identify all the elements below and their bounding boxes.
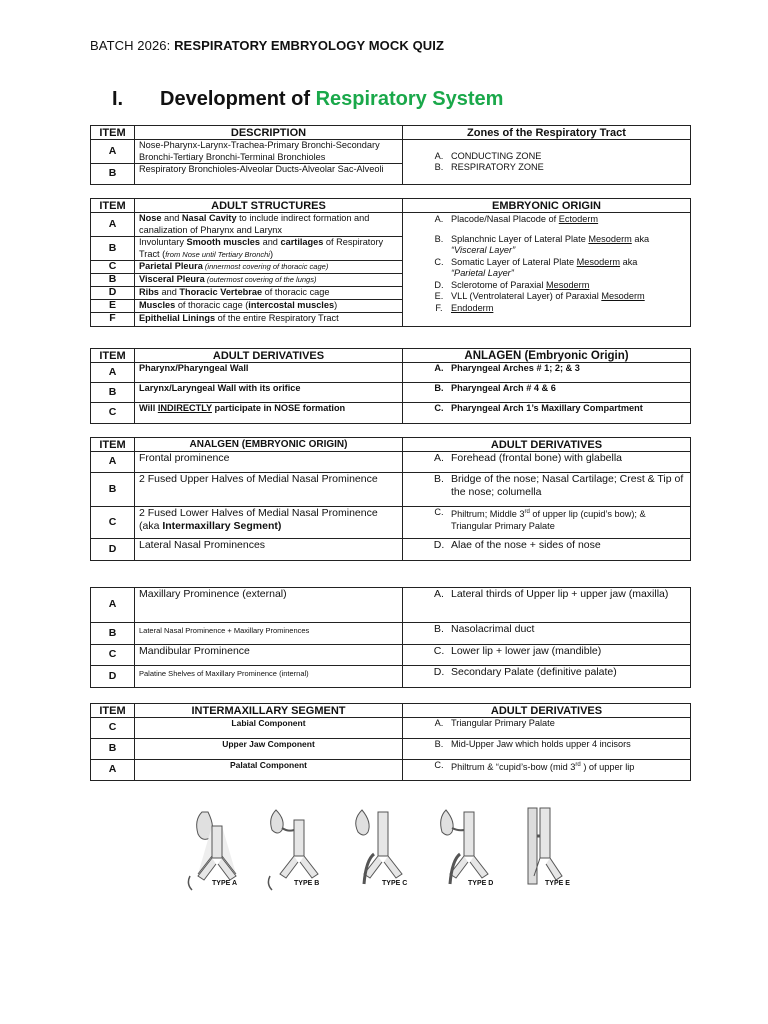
derivative-cell: Pharynx/Pharyngeal Wall [135, 363, 403, 383]
quiz-title: RESPIRATORY EMBRYOLOGY MOCK QUIZ [174, 38, 445, 53]
component-cell: Palatal Component [135, 760, 403, 781]
type-d-label: TYPE D [468, 880, 494, 887]
col-header: INTERMAXILLARY SEGMENT [135, 704, 403, 718]
col-header: ITEM [91, 199, 135, 213]
section-title-text: Development of [160, 88, 311, 110]
table-row [91, 666, 691, 688]
item-letter: E [91, 299, 135, 312]
col-header: ADULT DERIVATIVES [403, 438, 691, 452]
table-row [91, 507, 691, 539]
table-row [91, 363, 691, 383]
item-letter: C [91, 403, 135, 424]
maxillary-table [90, 587, 691, 688]
derivative-cell: C. Philtrum & “cupid’s-bow (mid 3rd ) of upper lip [403, 760, 691, 781]
option-letter: A. [434, 150, 444, 161]
option-text: RESPIRATORY ZONE [451, 162, 544, 172]
section-title [112, 88, 503, 111]
structure-cell: Epithelial Linings of the entire Respiratory Tract [135, 312, 403, 326]
col-header: ITEM [91, 704, 135, 718]
type-b-label: TYPE B [294, 880, 320, 887]
item-letter: B [91, 164, 135, 185]
col-header: ANALGEN (EMBRYONIC ORIGIN) [135, 438, 403, 452]
section-number: I. [112, 88, 124, 110]
item-letter: D [91, 539, 135, 561]
table-row [91, 718, 691, 739]
derivative-cell: A. Triangular Primary Palate [403, 718, 691, 739]
col-header: ITEM [91, 438, 135, 452]
zones-cell [403, 140, 691, 185]
item-letter: C [91, 261, 135, 274]
option-letter: B. [434, 233, 444, 244]
origin-cell: Maxillary Prominence (external) [135, 588, 403, 623]
item-letter: B [91, 473, 135, 507]
origin-cell: Lateral Nasal Prominence + Maxillary Prominences [135, 623, 403, 645]
description-cell: Respiratory Bronchioles-Alveolar Ducts-Alveolar Sac-Alveoli [135, 164, 403, 185]
table-row [91, 539, 691, 561]
origin-cell: Mandibular Prominence [135, 645, 403, 666]
option-letter: C. [434, 256, 444, 267]
derivatives-table [90, 348, 691, 424]
type-c-illustration [356, 810, 402, 884]
item-letter: C [91, 507, 135, 539]
section-title-highlight: Respiratory System [315, 88, 504, 110]
component-cell: Labial Component [135, 718, 403, 739]
type-c-label: TYPE C [382, 880, 408, 887]
page-header [90, 38, 444, 53]
batch-label: BATCH 2026: [90, 38, 171, 53]
table-row [91, 473, 691, 507]
table-row [91, 760, 691, 781]
description-cell: Nose-Pharynx-Larynx-Trachea-Primary Bronchi-Secondary Bronchi-Tertiary Bronchi-Terminal Bronchioles [135, 140, 403, 164]
item-letter: B [91, 623, 135, 645]
origins-cell: A. Placode/Nasal Placode of Ectoderm B. Splanchnic Layer of Lateral Plate Mesoderm aka “Visceral Layer” C. Somatic Layer of Lateral Plate Mesoderm aka “Parietal Layer” D. Sclerotome of Paraxial Mesoderm E. VLL (Ventrolateral Layer) of Paraxial Mesoderm F. Endoderm [403, 213, 691, 327]
derivative-cell: D. Secondary Palate (definitive palate) [403, 666, 691, 688]
type-b-illustration [268, 810, 318, 890]
item-letter: A [91, 760, 135, 781]
item-letter: A [91, 140, 135, 164]
col-header: EMBRYONIC ORIGIN [403, 199, 691, 213]
item-letter: A [91, 363, 135, 383]
item-letter: B [91, 237, 135, 261]
derivative-cell: D. Alae of the nose + sides of nose [403, 539, 691, 561]
option-letter: D. [434, 279, 444, 290]
item-letter: D [91, 666, 135, 688]
derivative-cell: C. Lower lip + lower jaw (mandible) [403, 645, 691, 666]
type-a-label: TYPE A [212, 880, 238, 887]
col-header: ITEM [91, 349, 135, 363]
derivative-cell: Will INDIRECTLY participate in NOSE formation [135, 403, 403, 424]
origin-cell: Lateral Nasal Prominences [135, 539, 403, 561]
structure-cell: Muscles of thoracic cage (intercostal muscles) [135, 299, 403, 312]
derivative-cell: Larynx/Laryngeal Wall with its orifice [135, 383, 403, 403]
structure-cell: Parietal Pleura (innermost covering of thoracic cage) [135, 261, 403, 274]
type-e-illustration [528, 808, 562, 884]
table-row [91, 213, 691, 237]
type-a-illustration [188, 812, 236, 890]
derivative-cell: B. Nasolacrimal duct [403, 623, 691, 645]
item-letter: D [91, 286, 135, 299]
option-letter: E. [434, 291, 444, 301]
derivative-cell: A. Lateral thirds of Upper lip + upper jaw (maxilla) [403, 588, 691, 623]
derivative-cell: A. Forehead (frontal bone) with glabella [403, 452, 691, 473]
item-letter: C [91, 718, 135, 739]
component-cell: Upper Jaw Component [135, 739, 403, 760]
derivative-cell: C. Philtrum; Middle 3rd of upper lip (cupid’s bow); & Triangular Primary Palate [403, 507, 691, 539]
item-letter: B [91, 273, 135, 286]
table-row [91, 140, 691, 164]
structure-cell: Ribs and Thoracic Vertebrae of thoracic cage [135, 286, 403, 299]
table-row [91, 645, 691, 666]
col-header: ANLAGEN (Embryonic Origin) [403, 349, 691, 363]
option-text: CONDUCTING ZONE [451, 150, 542, 161]
table-row [91, 452, 691, 473]
item-letter: F [91, 312, 135, 326]
col-header: ADULT DERIVATIVES [403, 704, 691, 718]
origin-cell: 2 Fused Upper Halves of Medial Nasal Prominence [135, 473, 403, 507]
origin-cell: 2 Fused Lower Halves of Medial Nasal Prominence (aka Intermaxillary Segment) [135, 507, 403, 539]
option-letter: B. [434, 162, 444, 172]
zones-table [90, 125, 691, 185]
intermaxillary-table [90, 703, 691, 781]
structures-table [90, 198, 691, 327]
item-letter: A [91, 213, 135, 237]
origin-cell: C. Pharyngeal Arch 1’s Maxillary Compartment [403, 403, 691, 424]
derivative-cell: B. Mid-Upper Jaw which holds upper 4 incisors [403, 739, 691, 760]
table-row [91, 403, 691, 424]
type-d-illustration [441, 810, 488, 884]
derivative-cell: B. Bridge of the nose; Nasal Cartilage; Crest & Tip of the nose; columella [403, 473, 691, 507]
item-letter: C [91, 645, 135, 666]
item-letter: A [91, 588, 135, 623]
item-letter: B [91, 739, 135, 760]
structure-cell: Nose and Nasal Cavity to include indirect formation and canalization of Pharynx and Larynx [135, 213, 403, 237]
table-row [91, 383, 691, 403]
table-row [91, 739, 691, 760]
type-e-label: TYPE E [545, 880, 570, 887]
item-letter: A [91, 452, 135, 473]
prominence-table [90, 437, 691, 561]
table-row [91, 588, 691, 623]
col-header: DESCRIPTION [135, 126, 403, 140]
origin-cell: Palatine Shelves of Maxillary Prominence (internal) [135, 666, 403, 688]
option-letter: F. [435, 302, 443, 313]
origin-cell: Frontal prominence [135, 452, 403, 473]
item-letter: B [91, 383, 135, 403]
col-header: ADULT DERIVATIVES [135, 349, 403, 363]
col-header: ADULT STRUCTURES [135, 199, 403, 213]
col-header: Zones of the Respiratory Tract [403, 126, 691, 140]
option-letter: A. [434, 214, 444, 224]
origin-cell: B. Pharyngeal Arch # 4 & 6 [403, 383, 691, 403]
structure-cell: Involuntary Smooth muscles and cartilages of Respiratory Tract (from Nose until Tertiary Bronchi) [135, 237, 403, 261]
structure-cell: Visceral Pleura (outermost covering of the lungs) [135, 273, 403, 286]
origin-cell: A. Pharyngeal Arches # 1; 2; & 3 [403, 363, 691, 383]
table-row [91, 623, 691, 645]
col-header: ITEM [91, 126, 135, 140]
